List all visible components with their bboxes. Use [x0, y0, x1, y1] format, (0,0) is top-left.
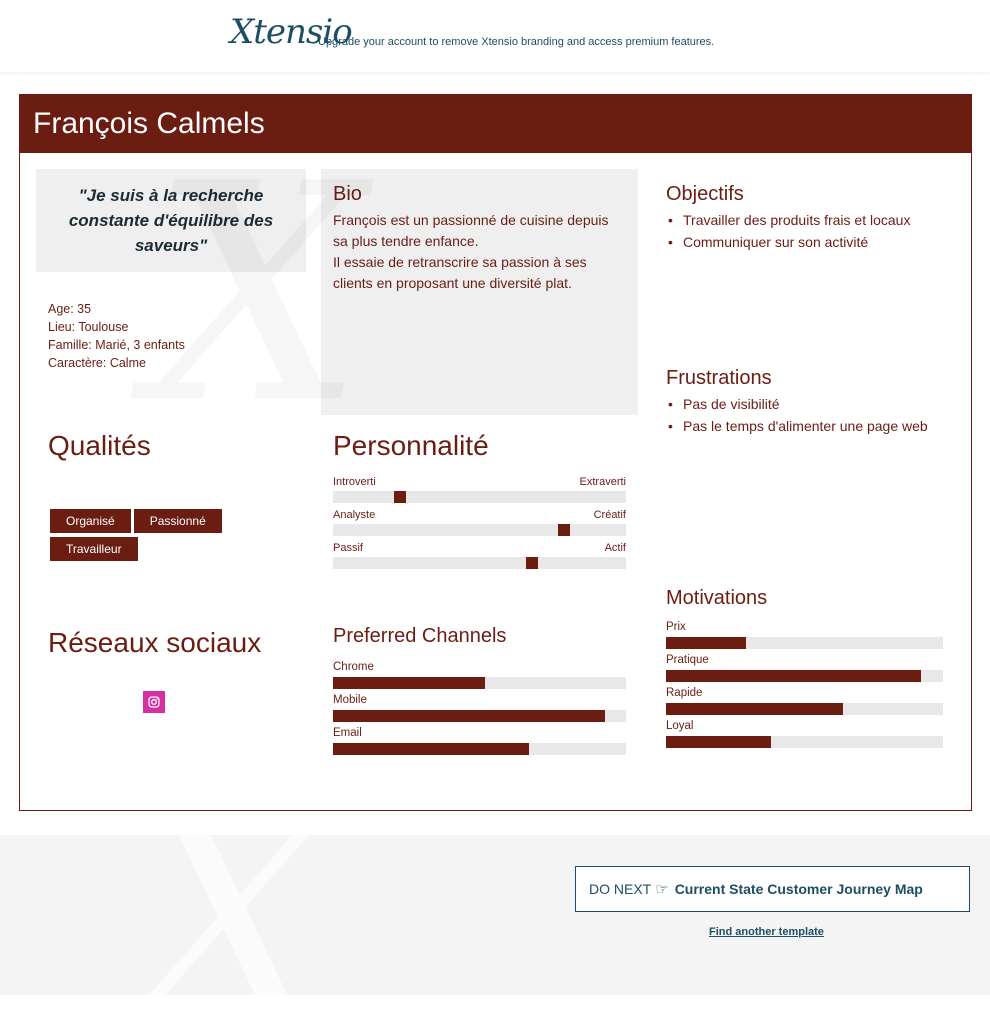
bar-fill [666, 637, 746, 649]
tag-passionne: Passionné [134, 509, 222, 533]
persona-header [20, 95, 971, 153]
qualites-tags [50, 509, 250, 565]
slider-track [333, 491, 626, 503]
frustrations-section [666, 367, 946, 437]
list-item: • Pas de visibilité [666, 393, 946, 415]
persona-quote: "Je suis à la recherche constante d'équilibre des saveurs" [36, 169, 306, 272]
persona-card [19, 94, 972, 811]
personnalite-heading: Personnalité [333, 430, 489, 461]
persona-name: François Calmels [33, 107, 265, 140]
bar-fill [666, 703, 843, 715]
motivation-bar [666, 620, 943, 649]
motivations-section [666, 587, 943, 748]
slider-right-label: Actif [604, 542, 626, 554]
slider-thumb [558, 524, 570, 536]
find-template-link[interactable]: Find another template [709, 926, 824, 938]
list-item: • Communiquer sur son activité [666, 231, 946, 253]
bio-line: François est un passionné de cuisine depuis sa plus tendre enfance. [333, 212, 609, 249]
frustrations-list [666, 393, 946, 437]
channels-heading: Preferred Channels [333, 625, 507, 647]
bar-fill [333, 710, 605, 722]
slider-right-label: Extraverti [579, 476, 626, 488]
do-next-label: DO NEXT [589, 881, 652, 897]
bar-label: Prix [666, 621, 686, 633]
bar-track [666, 736, 943, 748]
slider-thumb [394, 491, 406, 503]
bar-label: Rapide [666, 687, 703, 699]
objectifs-section [666, 183, 946, 253]
bar-track [666, 703, 943, 715]
slider-left-label: Analyste [333, 509, 376, 521]
bar-track [333, 743, 626, 755]
demographic-age: Age: 35 [48, 302, 92, 316]
slider-left-label: Passif [333, 542, 363, 554]
footer [0, 835, 990, 995]
tag-organise: Organisé [50, 509, 131, 533]
slider-right-label: Créatif [593, 509, 626, 521]
bar-track [333, 677, 626, 689]
motivation-bar [666, 653, 943, 682]
motivation-bar [666, 686, 943, 715]
slider-track [333, 557, 626, 569]
bar-track [333, 710, 626, 722]
instagram-icon[interactable] [143, 691, 165, 713]
xtensio-logo[interactable]: Xtensio [230, 12, 352, 52]
channel-bar [333, 726, 626, 755]
channel-bar [333, 660, 626, 689]
upgrade-message: Upgrade your account to remove Xtensio branding and access premium features. [318, 36, 715, 48]
slider-left-label: Introverti [333, 476, 376, 488]
qualites-heading: Qualités [48, 430, 151, 461]
bar-fill [666, 670, 921, 682]
bio-line: Il essaie de retranscrire sa passion à ses clients en proposant une diversité plat. [333, 254, 587, 291]
do-next-button[interactable] [575, 866, 970, 912]
demographic-family: Famille: Marié, 3 enfants [48, 338, 185, 352]
bar-track [666, 670, 943, 682]
pointing-hand-icon: ☞ [655, 881, 669, 898]
bio-heading: Bio [333, 183, 362, 205]
bar-label: Mobile [333, 694, 367, 706]
do-next-target: Current State Customer Journey Map [674, 881, 923, 897]
watermark-logo-footer: X [140, 770, 326, 1024]
list-item: • Pas le temps d'alimenter une page web [666, 415, 946, 437]
motivations-heading: Motivations [666, 587, 768, 609]
channels-section [333, 625, 626, 755]
bar-track [666, 637, 943, 649]
channel-bar [333, 693, 626, 722]
slider-track [333, 524, 626, 536]
bar-label: Chrome [333, 661, 374, 673]
bar-label: Pratique [666, 654, 709, 666]
tag-travailleur: Travailleur [50, 537, 138, 561]
demographic-character: Caractère: Calme [48, 356, 146, 370]
bar-label: Email [333, 727, 362, 739]
personality-slider [333, 542, 626, 569]
bio-text [333, 210, 626, 294]
bar-fill [333, 743, 529, 755]
demographic-location: Lieu: Toulouse [48, 320, 129, 334]
bar-fill [333, 677, 485, 689]
objectifs-heading: Objectifs [666, 183, 744, 205]
upgrade-banner [0, 0, 990, 72]
motivation-bar [666, 719, 943, 748]
personality-slider [333, 476, 626, 503]
slider-thumb [526, 557, 538, 569]
personality-slider [333, 509, 626, 536]
personnalite-section [333, 430, 626, 575]
bar-label: Loyal [666, 720, 694, 732]
bio-section [321, 169, 638, 415]
objectifs-list [666, 209, 946, 253]
frustrations-heading: Frustrations [666, 367, 772, 389]
bar-fill [666, 736, 771, 748]
demographics [48, 300, 185, 372]
list-item: • Travailler des produits frais et locaux [666, 209, 946, 231]
reseaux-heading: Réseaux sociaux [48, 627, 262, 658]
